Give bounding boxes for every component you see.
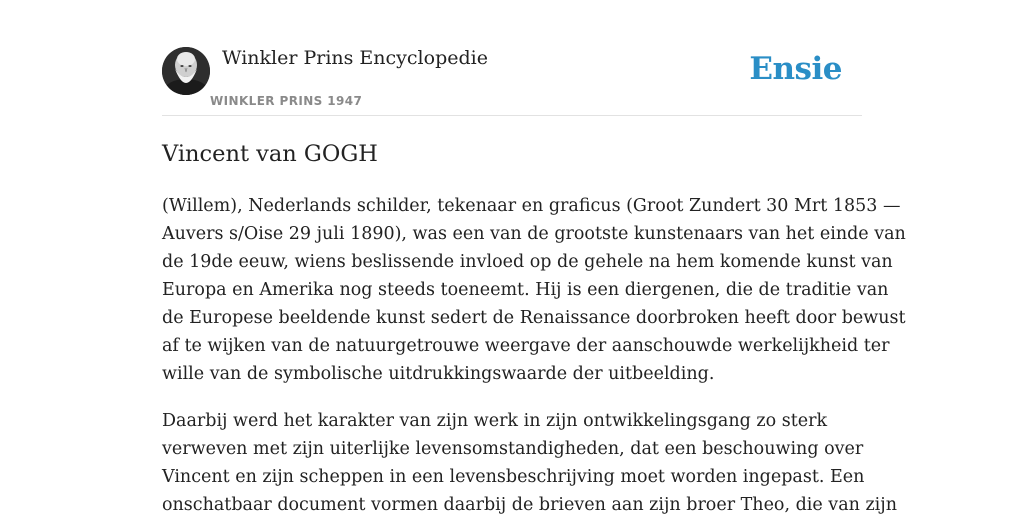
article-paragraph-1	[162, 192, 906, 388]
paragraph-line: Daarbij werd het karakter van zijn werk in zijn ontwikkelingsgang zo sterk	[162, 411, 828, 431]
source-header	[162, 0, 862, 116]
ensie-logo-link[interactable]: Ensie	[749, 51, 842, 87]
paragraph-line: wille van de symbolische uitdrukkingswaarde der uitbeelding.	[162, 364, 715, 384]
paragraph-line: (Willem), Nederlands schilder, tekenaar en graficus (Groot Zundert 30 Mrt 1853 —	[162, 196, 901, 216]
article-paragraph-2	[162, 407, 897, 519]
source-subtitle: WINKLER PRINS 1947	[210, 94, 363, 108]
source-title-link[interactable]: Winkler Prins Encyclopedie	[222, 47, 488, 69]
paragraph-line: verweven met zijn uiterlijke levensomstandigheden, dat een beschouwing over	[162, 439, 864, 459]
paragraph-line: Auvers s/Oise 29 juli 1890), was een van de grootste kunstenaars van het einde van	[162, 224, 906, 244]
paragraph-line: Europa en Amerika nog steeds toeneemt. Hij is een diergenen, die de traditie van	[162, 280, 889, 300]
page	[162, 0, 906, 515]
source-avatar[interactable]	[162, 47, 210, 95]
article-title: Vincent van GOGH	[162, 141, 378, 167]
paragraph-line: Vincent en zijn scheppen in een levensbeschrijving moet worden ingepast. Een	[162, 467, 865, 487]
paragraph-line: de Europese beeldende kunst sedert de Renaissance doorbroken heeft door bewust	[162, 308, 906, 328]
paragraph-line: de 19de eeuw, wiens beslissende invloed op de gehele na hem komende kunst van	[162, 252, 893, 272]
paragraph-line: onschatbaar document vormen daarbij de brieven aan zijn broer Theo, die van zijn	[162, 495, 897, 515]
bearded-man-portrait-icon	[162, 47, 210, 95]
paragraph-line: af te wijken van de natuurgetrouwe weergave der aanschouwde werkelijkheid ter	[162, 336, 890, 356]
